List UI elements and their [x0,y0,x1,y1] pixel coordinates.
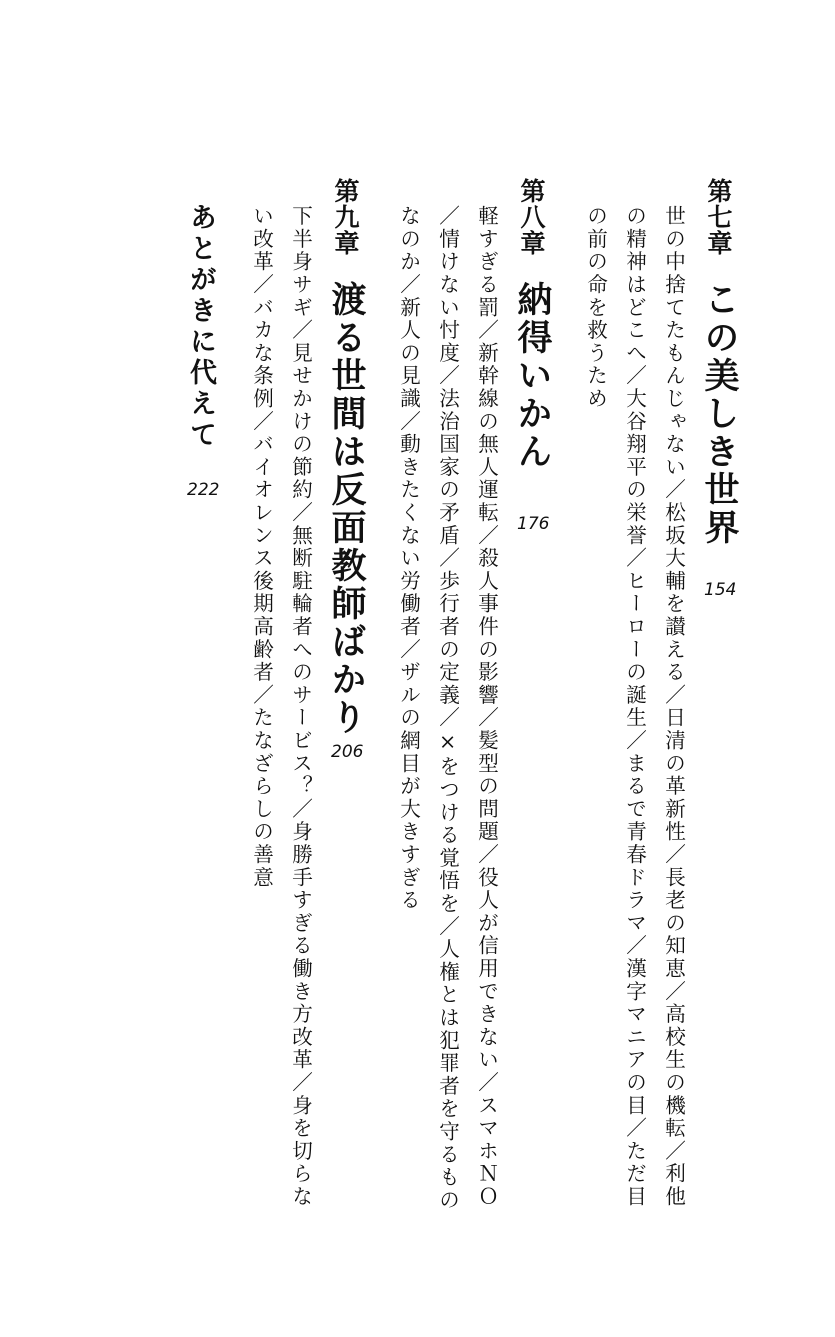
chapter-9-page-number: 206 [331,742,364,762]
chapter-7-line-2: の精神はどこへ／大谷翔平の栄誉／ヒーローの誕生／まるで青春ドラマ／漢字マニアの目／ただ目 [622,205,647,1209]
chapter-9-number: 第九章 [331,178,360,256]
chapter-9-title: 渡る世間は反面教師ばかり [326,281,367,737]
chapter-7-line-1: 世の中捨てたもんじゃない／松坂大輔を讃える／日清の革新性／長老の知恵／高校生の機転／利他 [661,205,686,1209]
chapter-7-page-number: 154 [704,580,737,600]
afterword-page-number: 222 [187,480,220,500]
afterword-title: あとがきに代えて [185,203,216,451]
chapter-8-title: 納得いかん [512,281,553,471]
chapter-8-line-1: 軽すぎる罰／新幹線の無人運転／殺人事件の影響／髪型の問題／役人が信用できない／スマホＮＯ [474,205,499,1209]
chapter-9-line-1: 下半身サギ／見せかけの節約／無断駐輪者へのサービス？／身勝手すぎる働き方改革／身を切らな [288,205,313,1209]
chapter-7-number: 第七章 [704,178,733,256]
chapter-8-line-2: ／情けない忖度／法治国家の矛盾／歩行者の定義／×をつける覚悟を／人権とは犯罪者を守るもの [435,205,460,1212]
chapter-7-title: この美しき世界 [699,281,740,547]
chapter-8-line-3: なのか／新人の見識／動きたくない労働者／ザルの網目が大きすぎる [396,205,421,912]
chapter-9-line-2: い改革／バカな条例／バイオレンス後期高齢者／たなざらしの善意 [249,205,274,889]
chapter-8-number: 第八章 [517,178,546,256]
chapter-7-line-3: の前の命を救うため [583,205,608,411]
chapter-8-page-number: 176 [517,514,550,534]
